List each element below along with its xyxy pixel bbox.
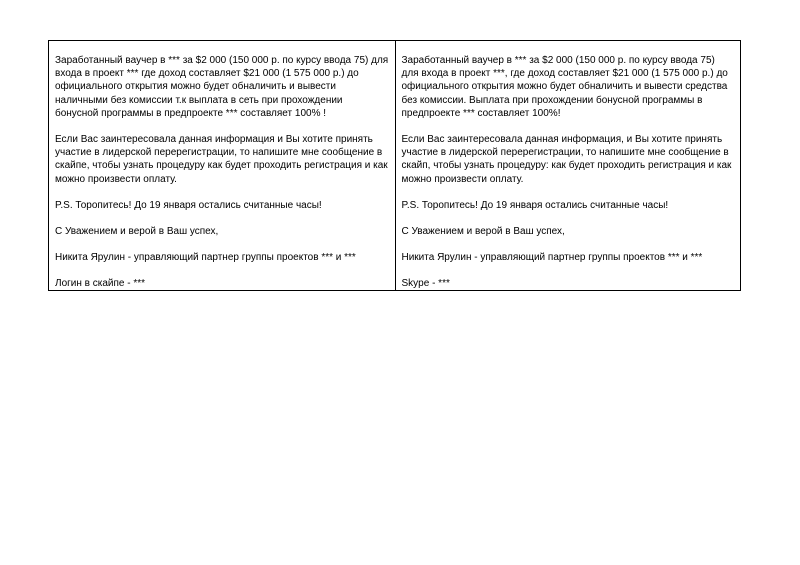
edited-text-column	[395, 41, 741, 290]
closing-paragraph: С Уважением и верой в Ваш успех,	[401, 226, 565, 238]
contact-paragraph: Skype - ***	[401, 278, 450, 290]
contact-paragraph: Логин в скайпе - ***	[55, 278, 146, 290]
voucher-paragraph: Заработанный ваучер в *** за $2 000 (150 000 р. по курсу ввода 75) для входа в проект ***, где доход составляет $21 000 (1 575 000 р.) до официального открытия можно будет обналичить и вывести средства без комиссии. Выплата при прохождении бонусной программы в предпроекте *** составляет 100%!	[401, 55, 728, 119]
voucher-paragraph: Заработанный ваучер в *** за $2 000 (150 000 р. по курсу ввода 75) для входа в проект *** где доход составляет $21 000 (1 575 000 р.) до официального открытия можно будет обналичить и вывести наличными без комиссии т.к выплата в сеть при прохождении бонусной программы в предпроекте *** составляет 100% !	[55, 55, 389, 119]
interest-paragraph: Если Вас заинтересовала данная информация и Вы хотите принять участие в лидерской перерегистрации, то напишите мне сообщение в скайпе, чтобы узнать процедуру как будет проходить регистрация и как можно произвести оплату.	[55, 134, 388, 185]
postscript-paragraph: P.S. Торопитесь! До 19 января остались считанные часы!	[55, 199, 322, 211]
original-text-column	[49, 41, 395, 290]
comparison-table	[48, 40, 741, 291]
closing-paragraph: С Уважением и верой в Ваш успех,	[55, 226, 219, 238]
signature-paragraph: Никита Ярулин - управляющий партнер группы проектов *** и ***	[55, 252, 356, 264]
postscript-paragraph: P.S. Торопитесь! До 19 января остались считанные часы!	[401, 199, 669, 211]
signature-paragraph: Никита Ярулин - управляющий партнер группы проектов *** и ***	[401, 252, 703, 264]
interest-paragraph: Если Вас заинтересовала данная информация, и Вы хотите принять участие в лидерской перерегистрации, то напишите мне сообщение в скайп, чтобы узнать процедуру: как будет проходить регистрация и как можно произвести оплату.	[401, 134, 732, 185]
